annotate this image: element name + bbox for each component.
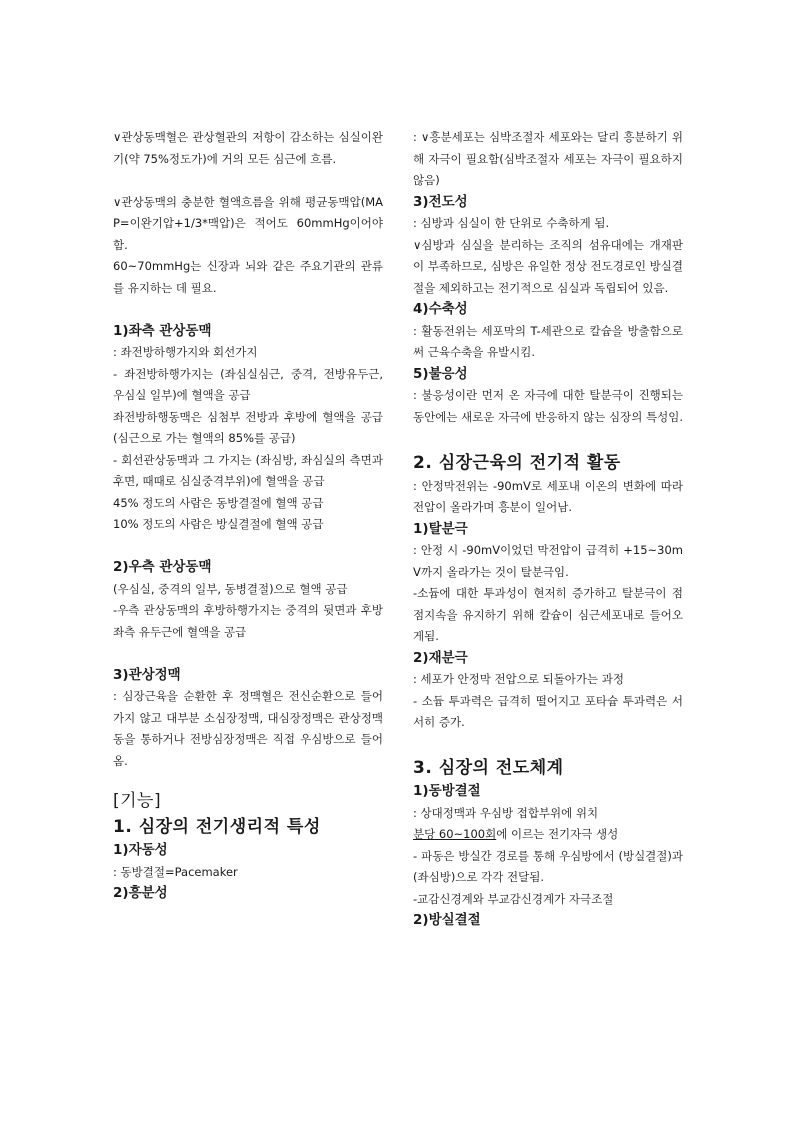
heading-av-node: 2)방실결절 (413, 912, 481, 928)
heading-function: [기능] (113, 791, 162, 811)
heading-left-coronary: 1)좌측 관상동맥 (113, 322, 212, 339)
heading-depolarization: 1)탈분극 (413, 520, 468, 537)
text-sa1: : 상대정맥과 우심방 접합부위에 위치 (413, 805, 599, 820)
text-sa3: - 파동은 방실간 경로를 통해 우심방에서 (방실결절)과 (좌심방)으로 각각 전달됨. (413, 848, 683, 884)
text-ex1: : ∨흥분세포는 심박조절자 세포와는 달리 흥분하기 위해 자극이 필요함(심박조절자 세포는 자극이 필요하지 않음) (413, 130, 683, 187)
heading-right-coronary: 2)우측 관상동맥 (113, 559, 212, 575)
heading-repolarization: 2)재분극 (413, 649, 468, 666)
text-dp1: : 안정 시 -90mV이었던 막전압이 급격히 +15~30mV까지 올라가는 것이 탈분극임. (413, 543, 683, 579)
text-rc2: -우측 관상동맥의 후방하행가지는 중격의 뒷면과 후방 좌측 유두근에 혈액을 공급 (113, 603, 383, 639)
heading-sa-node: 1)동방결절 (413, 783, 481, 799)
text-cd1: : 심방과 심실이 한 단위로 수축하게 됨. (413, 216, 610, 230)
heading-automaticity: 1)자동성 (113, 842, 168, 858)
text-sa2-underlined: 분당 60~100회 (413, 827, 497, 841)
heading-excitability: 2)흥분성 (113, 885, 168, 901)
heading-section-2: 2. 심장근육의 전기적 활동 (413, 452, 621, 473)
heading-coronary-vein: 3)관상정맥 (113, 666, 181, 683)
text-cd2: ∨심방과 심실을 분리하는 조직의 섬유대에는 개재판이 부족하므로, 심방은 유일한 정상 전도경로인 방실결절을 제외하고는 전기적으로 심실과 독립되어 있음. (413, 237, 683, 295)
text-lc1: : 좌전방하행가지와 회선가지 (113, 345, 258, 359)
text-sa2-rest: 에 이르는 전기자극 생성 (496, 827, 619, 841)
left-column (113, 127, 383, 905)
text-ct1: : 활동전위는 세포막의 T-세관으로 칼슘을 방출함으로써 근육수축을 유발시킴. (413, 323, 683, 359)
text-rf1: : 불응성이란 먼저 온 자극에 대한 탈분극이 진행되는 동안에는 새로운 자극에 반응하지 않는 심장의 특성임. (413, 388, 683, 424)
text-rp1: : 세포가 안정막 전압으로 되돌아가는 과정 (413, 672, 625, 686)
text-cv1: : 심장근육을 순환한 후 정맥혈은 전신순환으로 들어가지 않고 대부분 소심장정맥, 대심장정맥은 관상정맥동을 통하거나 전방심장정맥은 직접 우심방으로 들어옴. (113, 689, 383, 768)
text-lc3: 좌전방하행동맥은 심첨부 전방과 후방에 혈액을 공급(심근으로 가는 혈액의 85%를 공급) (113, 409, 383, 445)
heading-section-1: 1. 심장의 전기생리적 특성 (113, 817, 321, 837)
text-auto1: : 동방결절=Pacemaker (113, 864, 238, 879)
text-rc1: (우심실, 중격의 일부, 동병결절)으로 혈액 공급 (113, 581, 348, 596)
heading-refractoriness: 5)불응성 (413, 365, 468, 382)
paragraph-coronary-flow: ∨관상동맥혈은 관상혈관의 저항이 감소하는 심실이완기(약 75%정도가)에 거의 모든 심근에 흐름. (113, 130, 383, 166)
heading-conductivity: 3)전도성 (413, 193, 468, 210)
text-dp2: -소듐에 대한 투과성이 현저히 증가하고 탈분극이 점점지속을 유지하기 위해 칼슘이 심근세포내로 들어오게됨. (413, 586, 683, 643)
paragraph-perfusion: 60~70mmHg는 신장과 뇌와 같은 주요기관의 관류를 유지하는 데 필요. (113, 259, 383, 295)
text-sa2 (413, 824, 683, 846)
text-lc6: 10% 정도의 사람은 방실결절에 혈액 공급 (113, 517, 324, 531)
heading-contractility: 4)수축성 (413, 301, 468, 317)
text-sa4: -교감신경계와 부교감신경계가 자극조절 (413, 891, 614, 906)
paragraph-map: ∨관상동맥의 충분한 혈액흐름을 위해 평균동맥압(MAP=이완기압+1/3*맥압)은 적어도 60mmHg이어야 함. (113, 194, 383, 252)
heading-section-3: 3. 심장의 전도체계 (413, 758, 564, 778)
text-rp2: - 소듐 투과력은 급격히 떨어지고 포타슘 투과력은 서서히 증가. (413, 693, 683, 729)
text-lc2: - 좌전방하행가지는 (좌심실심근, 중격, 전방유두근, 우심실 일부)에 혈액을 공급 (113, 366, 383, 402)
right-column (413, 127, 683, 932)
text-lc5: 45% 정도의 사람은 동방결절에 혈액 공급 (113, 495, 324, 510)
text-s2p1: : 안정막전위는 -90mV로 세포내 이온의 변화에 따라 전압이 올라가며 흥분이 일어남. (413, 478, 683, 514)
text-lc4: - 회선관상동맥과 그 가지는 (좌심방, 좌심실의 측면과 후면, 때때로 심실중격부위)에 혈액을 공급 (113, 452, 383, 488)
